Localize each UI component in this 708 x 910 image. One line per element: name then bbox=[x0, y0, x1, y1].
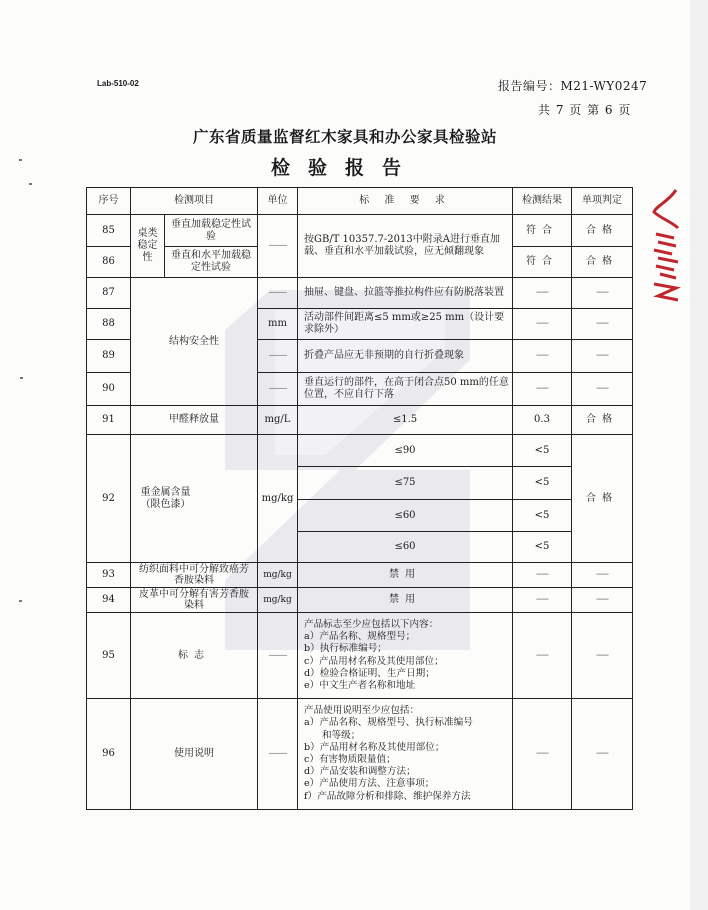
report-title: 检验报告 bbox=[270, 157, 419, 179]
requirement-line: a）产品名称、规格型号、执行标准编号 bbox=[304, 717, 473, 729]
requirement-line: f）产品故障分析和排除、维护保养方法 bbox=[304, 790, 471, 802]
verdict-cell: ----- bbox=[572, 699, 633, 810]
requirement-cell: 折叠产品应无非预期的自行折叠现象 bbox=[298, 340, 513, 373]
category-cell: 桌类稳定性 bbox=[131, 215, 165, 278]
requirement-line: 和等级； bbox=[322, 729, 361, 741]
requirement-cell: 禁用 bbox=[298, 563, 513, 588]
unit-cell: mg/kg bbox=[258, 435, 298, 563]
result-cell: ----- bbox=[513, 563, 572, 588]
header-result: 检测结果 bbox=[513, 188, 572, 215]
header-requirement: 标 准 要 求 bbox=[298, 188, 513, 215]
requirement-line: d）检验合格证明、生产日期； bbox=[304, 667, 435, 679]
station-title: 广东省质量监督红木家具和办公家具检验站 bbox=[192, 128, 497, 146]
scan-speck bbox=[19, 159, 22, 161]
item-cell: 使用说明 bbox=[131, 699, 258, 810]
result-cell: ----- bbox=[513, 309, 572, 340]
seq-cell: 90 bbox=[87, 373, 131, 406]
verdict-cell: 合格 bbox=[572, 406, 633, 435]
requirement-line: 产品标志至少应包括以下内容： bbox=[304, 618, 439, 630]
requirement-cell: 禁用 bbox=[298, 588, 513, 613]
result-cell: ----- bbox=[513, 613, 572, 699]
unit-cell: —— bbox=[258, 215, 298, 278]
seq-cell: 91 bbox=[87, 406, 131, 435]
requirement-line: c）有害物质限量值； bbox=[304, 754, 396, 765]
seq-cell: 93 bbox=[87, 563, 131, 588]
requirement-line: b）执行标准编号； bbox=[304, 643, 387, 655]
verdict-cell: ----- bbox=[572, 309, 633, 340]
table-header-row bbox=[87, 188, 633, 215]
item-cell bbox=[131, 435, 258, 563]
sub-item-cell: 垂直加载稳定性试验 bbox=[165, 215, 258, 247]
requirement-cell: ≤1.5 bbox=[298, 406, 513, 435]
scan-speck bbox=[19, 600, 22, 602]
result-cell: 符合 bbox=[513, 247, 572, 278]
verdict-cell: ----- bbox=[572, 588, 633, 613]
unit-cell: —— bbox=[258, 278, 298, 309]
verdict-cell: ----- bbox=[572, 278, 633, 309]
unit-cell: —— bbox=[258, 613, 298, 699]
requirement-line: b）产品用材名称及其使用部位； bbox=[304, 741, 445, 753]
result-cell: <5 bbox=[513, 500, 572, 532]
lab-code: Lab-510-02 bbox=[97, 79, 139, 88]
item-cell: 甲醛释放量 bbox=[131, 406, 258, 435]
seq-cell: 86 bbox=[87, 247, 131, 278]
requirement-cell: 按GB/T 10357.7-2013中附录A进行垂直加载、垂直和水平加载试验，应无倾翻现象 bbox=[298, 215, 513, 278]
report-number: 报告编号：M21-WY0247 bbox=[498, 79, 648, 93]
inspection-table bbox=[86, 187, 633, 810]
unit-cell: —— bbox=[258, 699, 298, 810]
unit-cell: mg/kg bbox=[258, 563, 298, 588]
result-cell: <5 bbox=[513, 435, 572, 467]
requirement-cell: 抽屉、键盘、拉篮等推拉构件应有防脱落装置 bbox=[298, 278, 513, 309]
seq-cell: 87 bbox=[87, 278, 131, 309]
header-seq: 序号 bbox=[87, 188, 131, 215]
requirement-list bbox=[298, 699, 513, 810]
heavy-metal-label: 重金属含量（限色漆） bbox=[140, 487, 191, 510]
unit-cell: mm bbox=[258, 309, 298, 340]
header-unit: 单位 bbox=[258, 188, 298, 215]
requirement-line: e）中文生产者名称和地址 bbox=[304, 679, 416, 691]
table-row bbox=[87, 278, 633, 309]
table-row bbox=[87, 435, 633, 467]
requirement-cell: 活动部件间距离≤5 mm或≥25 mm（设计要求除外） bbox=[298, 309, 513, 340]
requirement-cell: ≤75 bbox=[298, 467, 513, 500]
table-row bbox=[87, 406, 633, 435]
table-row bbox=[87, 215, 633, 247]
result-cell: ----- bbox=[513, 373, 572, 406]
seal-stamp bbox=[648, 188, 684, 308]
scan-speck bbox=[29, 183, 32, 185]
page-edge bbox=[690, 0, 708, 910]
result-cell: ----- bbox=[513, 699, 572, 810]
result-cell: ----- bbox=[513, 340, 572, 373]
seq-cell: 94 bbox=[87, 588, 131, 613]
verdict-cell: ----- bbox=[572, 563, 633, 588]
requirement-cell: ≤60 bbox=[298, 532, 513, 563]
item-cell: 纺织面料中可分解致癌芳香胺染料 bbox=[131, 563, 258, 588]
seq-cell: 96 bbox=[87, 699, 131, 810]
seq-cell: 89 bbox=[87, 340, 131, 373]
scan-speck bbox=[20, 377, 23, 379]
header-verdict: 单项判定 bbox=[572, 188, 633, 215]
verdict-cell: 合格 bbox=[572, 435, 633, 563]
requirement-line: 产品使用说明至少应包括： bbox=[304, 705, 420, 717]
table-row bbox=[87, 588, 633, 613]
requirement-line: a）产品名称、规格型号； bbox=[304, 631, 416, 643]
verdict-cell: 合格 bbox=[572, 215, 633, 247]
verdict-cell: ----- bbox=[572, 373, 633, 406]
item-cell: 结构安全性 bbox=[131, 278, 258, 406]
result-cell: 0.3 bbox=[513, 406, 572, 435]
result-cell: <5 bbox=[513, 532, 572, 563]
unit-cell: mg/kg bbox=[258, 588, 298, 613]
requirement-list bbox=[298, 613, 513, 699]
page-info: 共 7 页 第 6 页 bbox=[538, 103, 632, 117]
result-cell: <5 bbox=[513, 467, 572, 500]
requirement-line: e）产品使用方法、注意事项； bbox=[304, 778, 435, 790]
sub-item-cell: 垂直和水平加载稳定性试验 bbox=[165, 247, 258, 278]
table-row bbox=[87, 613, 633, 699]
table-row bbox=[87, 563, 633, 588]
seq-cell: 95 bbox=[87, 613, 131, 699]
unit-cell: —— bbox=[258, 340, 298, 373]
verdict-cell: 合格 bbox=[572, 247, 633, 278]
verdict-cell: ----- bbox=[572, 613, 633, 699]
seq-cell: 85 bbox=[87, 215, 131, 247]
result-cell: ----- bbox=[513, 588, 572, 613]
item-cell: 皮革中可分解有害芳香胺染料 bbox=[131, 588, 258, 613]
verdict-cell: ----- bbox=[572, 340, 633, 373]
requirement-line: d）产品安装和调整方法； bbox=[304, 766, 416, 778]
seq-cell: 92 bbox=[87, 435, 131, 563]
table-row bbox=[87, 699, 633, 810]
requirement-cell: 垂直运行的部件，在高于闭合点50 mm的任意位置，不应自行下落 bbox=[298, 373, 513, 406]
result-cell: 符合 bbox=[513, 215, 572, 247]
unit-cell: mg/L bbox=[258, 406, 298, 435]
requirement-cell: ≤90 bbox=[298, 435, 513, 467]
header-item: 检测项目 bbox=[131, 188, 258, 215]
item-cell: 标志 bbox=[131, 613, 258, 699]
unit-cell: —— bbox=[258, 373, 298, 406]
result-cell: ----- bbox=[513, 278, 572, 309]
requirement-cell: ≤60 bbox=[298, 500, 513, 532]
requirement-line: c）产品用材名称及其使用部位； bbox=[304, 655, 444, 667]
seq-cell: 88 bbox=[87, 309, 131, 340]
